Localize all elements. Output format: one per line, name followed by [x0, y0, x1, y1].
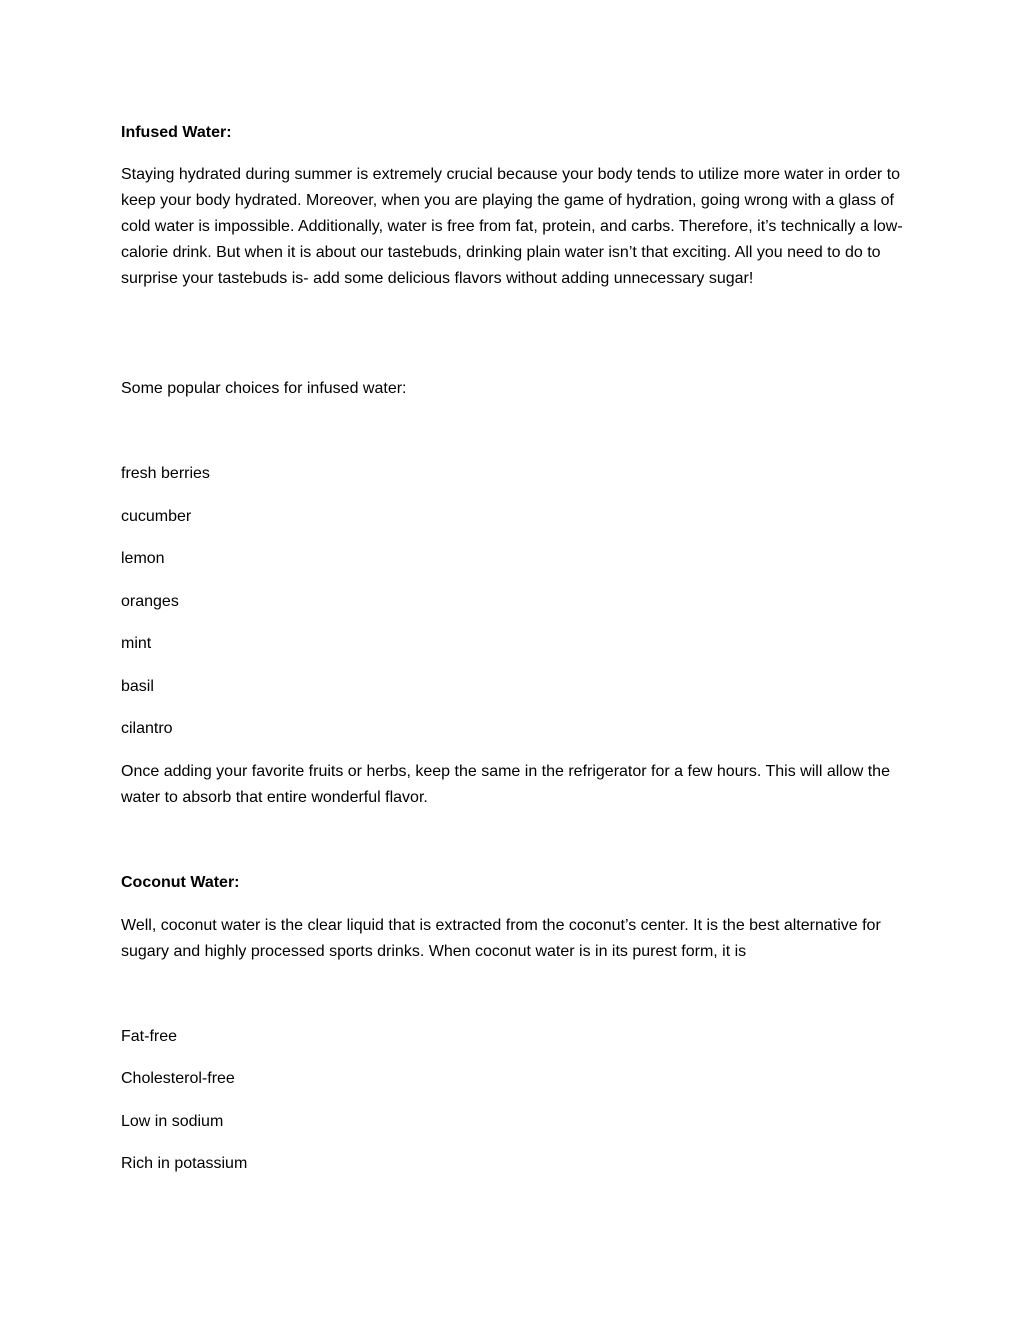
infused-water-choices-lead: Some popular choices for infused water:	[121, 380, 407, 397]
infused-water-closing-paragraph: Once adding your favorite fruits or herbs, keep the same in the refrigerator for a few hours. This will allow the water to absorb that entire wonderful flavor.	[121, 763, 890, 806]
coconut-water-heading: Coconut Water:	[121, 874, 240, 891]
coconut-property-item: Low in sodium	[121, 1113, 224, 1130]
infused-choice-item: fresh berries	[121, 465, 210, 482]
infused-choice-item: cilantro	[121, 720, 173, 737]
coconut-property-item: Rich in potassium	[121, 1155, 248, 1172]
infused-choice-item: basil	[121, 678, 154, 695]
coconut-property-item: Fat-free	[121, 1028, 178, 1045]
coconut-water-intro-paragraph: Well, coconut water is the clear liquid that is extracted from the coconut’s center. It is the best alternative for sugary and highly processed sports drinks. When coconut water is in its purest form, it is	[121, 917, 881, 960]
coconut-property-item: Cholesterol-free	[121, 1070, 235, 1087]
infused-water-intro-paragraph: Staying hydrated during summer is extremely crucial because your body tends to utilize more water in order to keep your body hydrated. Moreover, when you are playing the game of hydration, going wrong with a glass of cold water is impossible. Additionally, water is free from fat, protein, and carbs. Therefore, it’s technically a low-calorie drink. But when it is about our tastebuds, drinking plain water isn’t that exciting. All you need to do to surprise your tastebuds is- add some delicious flavors without adding unnecessary sugar!	[121, 166, 903, 287]
infused-choice-item: lemon	[121, 550, 165, 567]
infused-choice-item: mint	[121, 635, 152, 652]
infused-choice-item: cucumber	[121, 508, 192, 525]
infused-choice-item: oranges	[121, 593, 179, 610]
infused-water-heading: Infused Water:	[121, 124, 232, 141]
